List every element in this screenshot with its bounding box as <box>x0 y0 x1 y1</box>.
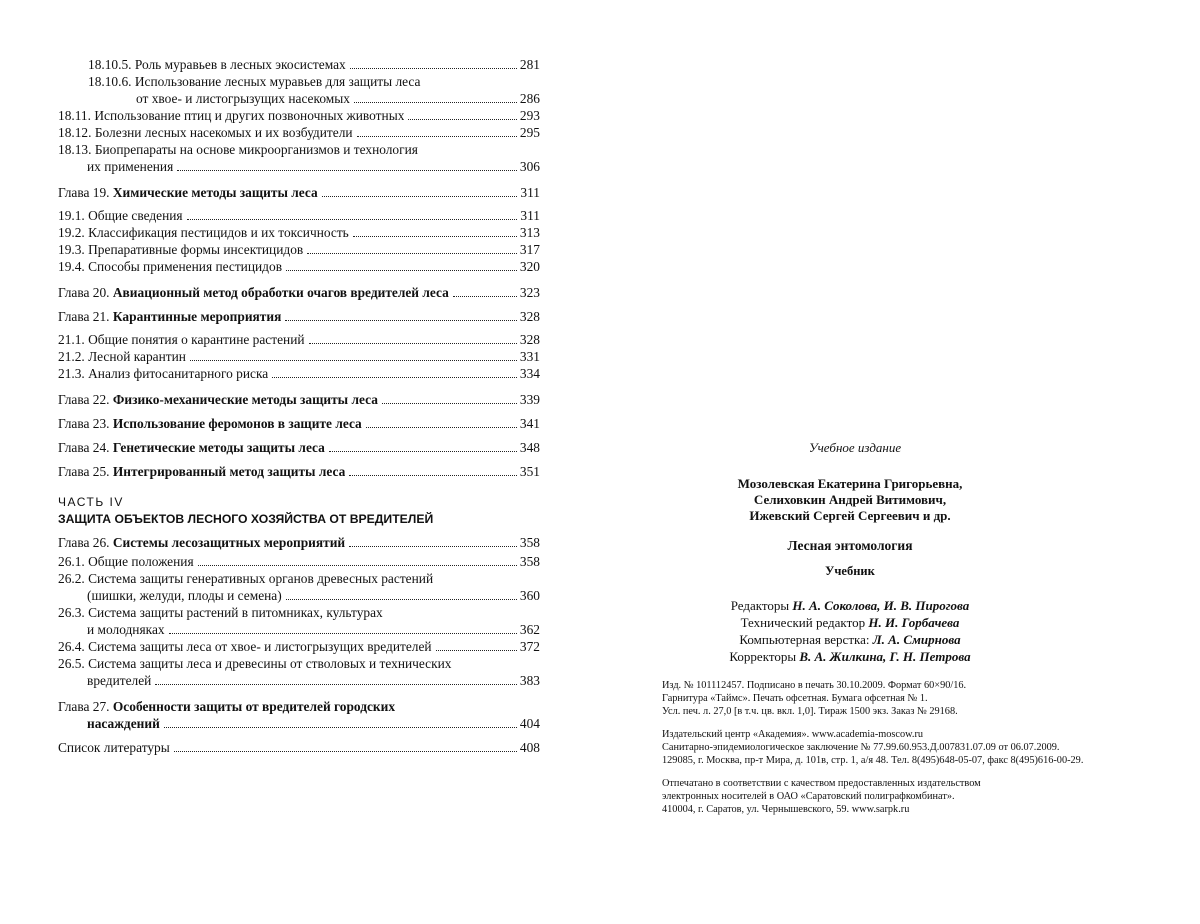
toc-entry-page: 383 <box>519 673 540 688</box>
toc-entry-page: 311 <box>520 208 540 223</box>
toc-entry <box>58 73 540 107</box>
print-info-line: Гарнитура «Таймс». Печать офсетная. Бумага офсетная № 1. <box>662 693 928 704</box>
author-line: Селиховкин Андрей Витимович, <box>753 492 947 507</box>
imprint-page <box>620 440 1160 826</box>
toc-entry-label: 26.1. Общие положения <box>58 554 194 569</box>
leader-dots <box>177 170 517 171</box>
toc-entry-label: 26.4. Система защиты леса от хвое- и листогрызущих вредителей <box>58 639 432 654</box>
printer-info-line: 410004, г. Саратов, ул. Чернышевского, 59. www.sarpk.ru <box>662 804 910 815</box>
toc-entry-label: 21.2. Лесной карантин <box>58 349 186 364</box>
toc-entry-page: 313 <box>519 225 540 240</box>
chapter-page: 348 <box>519 440 540 455</box>
chapter-page: 351 <box>519 464 540 479</box>
author-line: Ижевский Сергей Сергеевич и др. <box>749 508 951 523</box>
part-number: ЧАСТЬ IV <box>58 495 124 509</box>
toc-entry-label-line2: (шишки, желуди, плоды и семена) <box>87 588 282 603</box>
leader-dots <box>155 684 517 685</box>
staff-block <box>635 597 1065 665</box>
edition-type: Учебное издание <box>808 440 902 455</box>
chapter-title: Интегрированный метод защиты леса <box>112 464 346 479</box>
toc-entry-page: 328 <box>519 332 540 347</box>
staff-role: Редакторы <box>730 598 793 613</box>
publisher-info <box>662 728 1162 767</box>
print-info-line: Изд. № 101112457. Подписано в печать 30.10.2009. Формат 60×90/16. <box>662 680 967 691</box>
staff-role: Технический редактор <box>740 615 869 630</box>
chapter-title: Использование феромонов в защите леса <box>112 416 362 431</box>
toc-entry-page: 362 <box>519 622 540 637</box>
leader-dots <box>174 751 517 752</box>
toc-entry-label: 19.1. Общие сведения <box>58 208 183 223</box>
toc-entry <box>58 207 540 224</box>
toc-entry-label-line2: их применения <box>87 159 174 174</box>
toc-entry-label: 19.4. Способы применения пестицидов <box>58 259 283 274</box>
leader-dots <box>350 68 517 69</box>
leader-dots <box>357 136 517 137</box>
toc-chapter-20 <box>58 284 540 301</box>
part-title: ЗАЩИТА ОБЪЕКТОВ ЛЕСНОГО ХОЗЯЙСТВА ОТ ВРЕДИТЕЛЕЙ <box>58 512 434 526</box>
chapter-prefix: Глава 20. <box>58 285 113 300</box>
leader-dots <box>322 196 518 197</box>
chapter-prefix: Глава 25. <box>58 464 113 479</box>
chapter-page: 404 <box>519 716 540 731</box>
print-info-line: Усл. печ. л. 27,0 [в т.ч. цв. вкл. 1,0]. Тираж 1500 экз. Заказ № 29168. <box>662 706 958 717</box>
leader-dots <box>408 119 517 120</box>
toc-entry <box>58 331 540 348</box>
toc-entry <box>58 604 540 638</box>
toc-entry-label-line1: 26.2. Система защиты генеративных органов древесных растений <box>58 571 434 586</box>
toc-entry-page: 295 <box>519 125 540 140</box>
toc-entry-label-line1: 18.10.6. Использование лесных муравьев для защиты леса <box>88 74 421 89</box>
staff-names: В. А. Жилкина, Г. Н. Петрова <box>799 649 971 664</box>
toc-entry-page: 281 <box>519 57 540 72</box>
toc-entry-label-line1: 26.5. Система защиты леса и древесины от стволовых и технических <box>58 656 452 671</box>
leader-dots <box>366 427 517 428</box>
staff-line <box>635 597 1065 614</box>
chapter-page: 341 <box>519 416 540 431</box>
toc-entry <box>58 124 540 141</box>
toc-chapter-19 <box>58 184 540 201</box>
leader-dots <box>272 377 517 378</box>
leader-dots <box>164 727 517 728</box>
publisher-info-line: Издательский центр «Академия». www.academia-moscow.ru <box>662 729 924 740</box>
staff-role: Компьютерная верстка: <box>739 632 873 647</box>
toc-entry-label: 19.3. Препаративные формы инсектицидов <box>58 242 304 257</box>
toc-entry-label: 19.2. Классификация пестицидов и их токсичность <box>58 225 349 240</box>
author-line: Мозолевская Екатерина Григорьевна, <box>737 476 963 491</box>
chapter-prefix: Глава 19. <box>58 185 113 200</box>
toc-entry-page: 306 <box>519 159 540 174</box>
toc-entry-page: 331 <box>519 349 540 364</box>
toc-chapter-25 <box>58 463 540 480</box>
toc-entry <box>58 224 540 241</box>
leader-dots <box>286 599 517 600</box>
publisher-info-line: Санитарно-эпидемиологическое заключение № 77.99.60.953.Д.007831.07.09 от 06.07.2009. <box>662 742 1060 753</box>
toc-entry <box>58 258 540 275</box>
toc-entry-label-line1: 26.3. Система защиты растений в питомниках, культурах <box>58 605 383 620</box>
staff-line <box>635 648 1065 665</box>
chapter-prefix: Глава 23. <box>58 416 113 431</box>
leader-dots <box>169 633 517 634</box>
toc-chapter-24 <box>58 439 540 456</box>
chapter-prefix: Глава 21. <box>58 309 113 324</box>
chapter-title-line1: Особенности защиты от вредителей городских <box>112 699 396 714</box>
toc-entry-page: 320 <box>519 259 540 274</box>
staff-line <box>635 614 1065 631</box>
toc-chapter-23 <box>58 415 540 432</box>
toc-entry-label-line2: вредителей <box>87 673 152 688</box>
toc-entry-label: Список литературы <box>58 740 170 755</box>
leader-dots <box>285 320 517 321</box>
staff-names: Н. И. Горбачева <box>868 615 960 630</box>
toc-entry <box>58 141 540 175</box>
print-details <box>662 679 1162 816</box>
toc-entry-page: 334 <box>519 366 540 381</box>
leader-dots <box>187 219 518 220</box>
leader-dots <box>436 650 517 651</box>
staff-names: Н. А. Соколова, И. В. Пирогова <box>792 598 970 613</box>
toc-bibliography <box>58 739 540 756</box>
leader-dots <box>329 451 517 452</box>
printer-info <box>662 777 1162 816</box>
leader-dots <box>453 296 517 297</box>
toc-entry <box>58 655 540 689</box>
toc-entry-page: 408 <box>519 740 540 755</box>
toc-chapter-21 <box>58 308 540 325</box>
chapter-title: Химические методы защиты леса <box>112 185 318 200</box>
toc-entry <box>58 348 540 365</box>
leader-dots <box>349 475 517 476</box>
toc-chapter-27 <box>58 698 540 732</box>
toc-entry-label: 21.1. Общие понятия о карантине растений <box>58 332 305 347</box>
table-of-contents <box>58 56 540 762</box>
leader-dots <box>354 102 517 103</box>
toc-entry-label: 18.12. Болезни лесных насекомых и их возбудители <box>58 125 353 140</box>
printer-info-line: электронных носителей в ОАО «Саратовский полиграфкомбинат». <box>662 791 955 802</box>
chapter-title-line2: насаждений <box>87 716 160 731</box>
toc-entry <box>58 56 540 73</box>
leader-dots <box>286 270 517 271</box>
chapter-prefix: Глава 27. <box>58 699 113 714</box>
chapter-title: Генетические методы защиты леса <box>112 440 325 455</box>
toc-entry-page: 286 <box>519 91 540 106</box>
toc-entry-label-line1: 18.13. Биопрепараты на основе микроорганизмов и технология <box>58 142 418 157</box>
chapter-page: 358 <box>519 535 540 550</box>
toc-entry-page: 372 <box>519 639 540 654</box>
leader-dots <box>198 565 517 566</box>
toc-entry <box>58 365 540 382</box>
chapter-title: Авиационный метод обработки очагов вредителей леса <box>112 285 449 300</box>
chapter-page: 328 <box>519 309 540 324</box>
leader-dots <box>349 546 517 547</box>
toc-chapter-22 <box>58 391 540 408</box>
staff-names: Л. А. Смирнова <box>872 632 961 647</box>
chapter-page: 339 <box>519 392 540 407</box>
chapter-title: Системы лесозащитных мероприятий <box>112 535 346 550</box>
toc-entry-page: 358 <box>519 554 540 569</box>
toc-entry-label: 21.3. Анализ фитосанитарного риска <box>58 366 269 381</box>
chapter-prefix: Глава 24. <box>58 440 113 455</box>
publisher-info-line: 129085, г. Москва, пр-т Мира, д. 101в, стр. 1, а/я 48. Тел. 8(495)648-05-07, факс 8(495)616-00-29. <box>662 755 1084 766</box>
leader-dots <box>307 253 517 254</box>
leader-dots <box>309 343 517 344</box>
toc-entry <box>58 638 540 655</box>
leader-dots <box>190 360 517 361</box>
chapter-page: 311 <box>520 185 540 200</box>
leader-dots <box>353 236 517 237</box>
toc-entry <box>58 241 540 258</box>
chapter-title: Карантинные мероприятия <box>112 309 282 324</box>
toc-entry <box>58 570 540 604</box>
chapter-page: 323 <box>519 285 540 300</box>
toc-entry-page: 317 <box>519 242 540 257</box>
staff-line <box>635 631 1065 648</box>
staff-role: Корректоры <box>729 649 800 664</box>
authors-block <box>635 476 1065 524</box>
toc-entry-label-line2: и молодняках <box>87 622 165 637</box>
toc-entry-page: 293 <box>519 108 540 123</box>
chapter-title: Физико-механические методы защиты леса <box>112 392 378 407</box>
book-title: Лесная энтомология <box>787 538 913 553</box>
book-type: Учебник <box>825 564 875 578</box>
toc-entry <box>58 107 540 124</box>
chapter-prefix: Глава 22. <box>58 392 113 407</box>
printer-info-line: Отпечатано в соответствии с качеством предоставленных издательством <box>662 778 981 789</box>
leader-dots <box>382 403 517 404</box>
chapter-prefix: Глава 26. <box>58 535 113 550</box>
toc-entry-label-line2: от хвое- и листогрызущих насекомых <box>136 91 350 106</box>
toc-entry-label: 18.11. Использование птиц и других позвоночных животных <box>58 108 405 123</box>
toc-entry <box>58 553 540 570</box>
toc-entry-label: 18.10.5. Роль муравьев в лесных экосистемах <box>88 57 346 72</box>
toc-chapter-26 <box>58 534 540 551</box>
print-info <box>662 679 1162 718</box>
toc-entry-page: 360 <box>519 588 540 603</box>
